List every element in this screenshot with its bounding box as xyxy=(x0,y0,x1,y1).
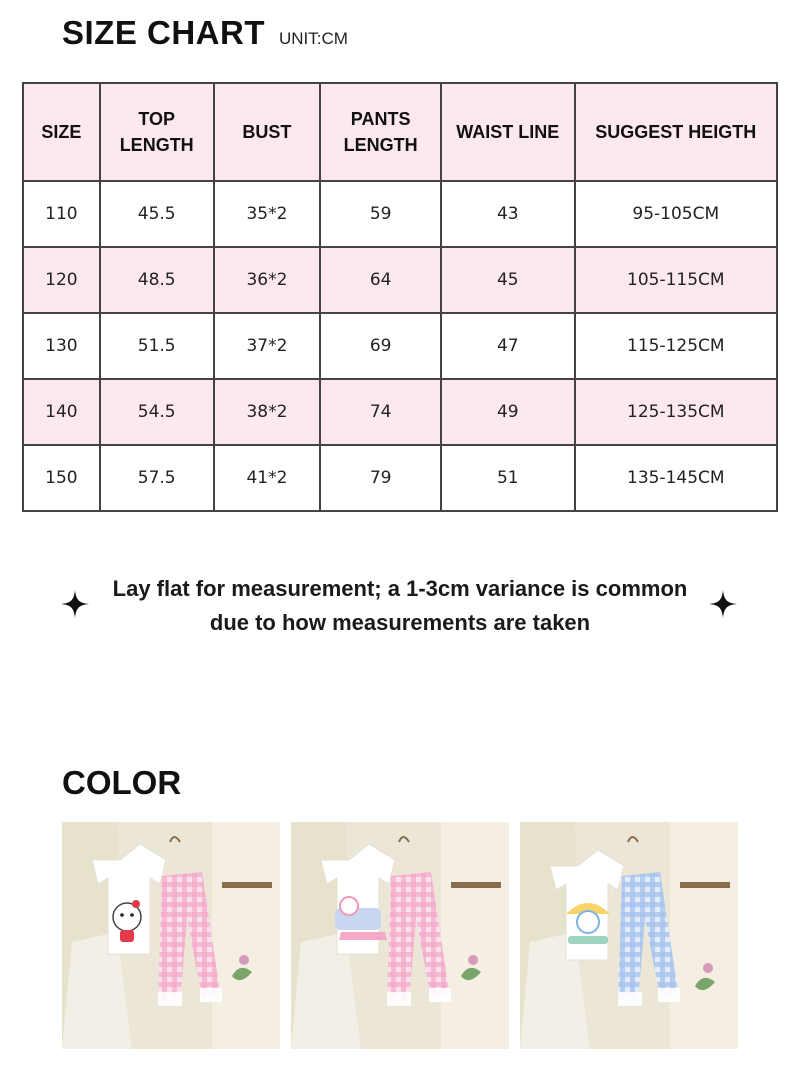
cell-pants-length: 74 xyxy=(320,379,441,445)
column-header-waist-line: WAIST LINE xyxy=(441,83,575,181)
cell-pants-length: 59 xyxy=(320,181,441,247)
table-row xyxy=(23,181,777,247)
cell-waist-line: 51 xyxy=(441,445,575,511)
cell-suggest-height: 95-105CM xyxy=(575,181,777,247)
cell-bust: 41*2 xyxy=(214,445,321,511)
cell-waist-line: 47 xyxy=(441,313,575,379)
column-header-size: SIZE xyxy=(23,83,100,181)
cell-waist-line: 43 xyxy=(441,181,575,247)
measurement-note-text: Lay flat for measurement; a 1-3cm variance is common due to how measurements are taken xyxy=(112,576,688,635)
cell-top-length: 51.5 xyxy=(100,313,214,379)
cell-top-length: 48.5 xyxy=(100,247,214,313)
cell-size: 110 xyxy=(23,181,100,247)
product-photo-blue-cinnamoroll[interactable] xyxy=(520,822,738,1049)
measurement-note xyxy=(0,572,800,644)
page-title: SIZE CHART xyxy=(62,14,265,51)
unit-label: UNIT:CM xyxy=(279,29,348,48)
cell-pants-length: 64 xyxy=(320,247,441,313)
table-row xyxy=(23,313,777,379)
cell-pants-length: 79 xyxy=(320,445,441,511)
table-header-row xyxy=(23,83,777,181)
cell-top-length: 45.5 xyxy=(100,181,214,247)
cell-bust: 37*2 xyxy=(214,313,321,379)
color-section-title: COLOR xyxy=(62,764,182,801)
cell-waist-line: 49 xyxy=(441,379,575,445)
sparkle-icon xyxy=(61,590,89,618)
cell-bust: 38*2 xyxy=(214,379,321,445)
product-photo-pink-my-melody[interactable] xyxy=(291,822,509,1049)
column-header-suggest-height: SUGGEST HEIGTH xyxy=(575,83,777,181)
cell-suggest-height: 125-135CM xyxy=(575,379,777,445)
cell-size: 140 xyxy=(23,379,100,445)
column-header-top-length: TOP LENGTH xyxy=(100,83,214,181)
column-header-pants-length: PANTS LENGTH xyxy=(320,83,441,181)
product-photo-pink-hello-kitty[interactable] xyxy=(62,822,280,1049)
cell-top-length: 57.5 xyxy=(100,445,214,511)
cell-suggest-height: 105-115CM xyxy=(575,247,777,313)
table-row xyxy=(23,445,777,511)
cell-suggest-height: 115-125CM xyxy=(575,313,777,379)
table-row xyxy=(23,379,777,445)
cell-suggest-height: 135-145CM xyxy=(575,445,777,511)
sparkle-icon xyxy=(709,590,737,618)
size-chart-table xyxy=(22,82,778,512)
cell-size: 150 xyxy=(23,445,100,511)
cell-size: 130 xyxy=(23,313,100,379)
table-row xyxy=(23,247,777,313)
title-row xyxy=(62,14,348,52)
color-photos xyxy=(62,822,738,1049)
cell-bust: 36*2 xyxy=(214,247,321,313)
cell-pants-length: 69 xyxy=(320,313,441,379)
cell-waist-line: 45 xyxy=(441,247,575,313)
column-header-bust: BUST xyxy=(214,83,321,181)
cell-top-length: 54.5 xyxy=(100,379,214,445)
cell-size: 120 xyxy=(23,247,100,313)
cell-bust: 35*2 xyxy=(214,181,321,247)
